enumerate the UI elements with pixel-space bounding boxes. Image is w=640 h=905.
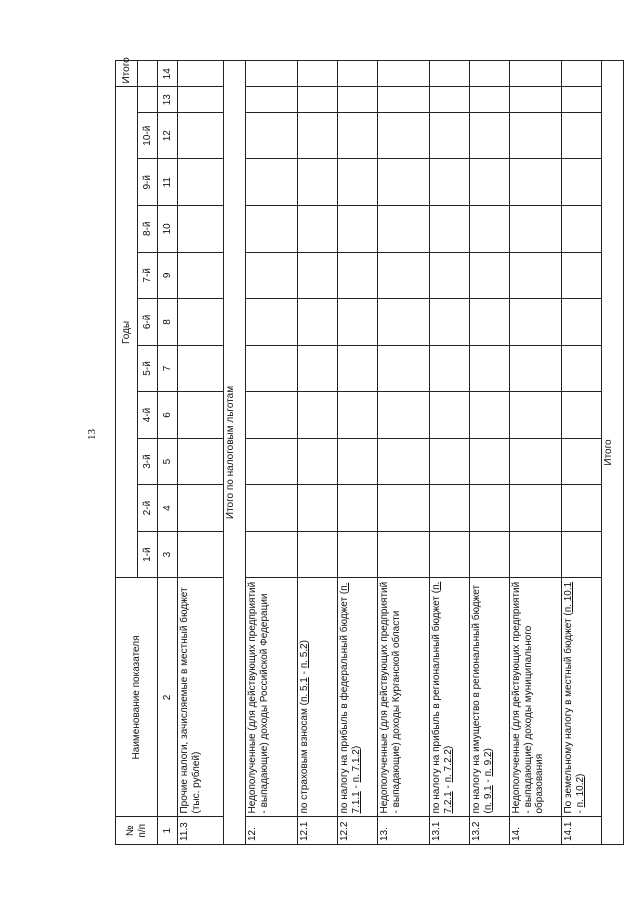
- table-row: [562, 61, 602, 845]
- row-number: 13.1: [430, 817, 470, 845]
- column-number: 13: [158, 87, 178, 112]
- value-cell[interactable]: [510, 252, 562, 299]
- value-cell[interactable]: [338, 206, 378, 253]
- row-label: [298, 578, 338, 817]
- value-cell[interactable]: [510, 61, 562, 88]
- label-text: ): [442, 745, 454, 750]
- value-cell[interactable]: [246, 159, 298, 206]
- value-cell[interactable]: [510, 531, 562, 578]
- label-text: -: [299, 668, 310, 678]
- value-cell[interactable]: [298, 485, 338, 532]
- label-text: по страховым взносам (: [299, 702, 310, 814]
- row-label: [470, 578, 510, 817]
- value-cell[interactable]: [470, 61, 510, 88]
- label-text: -: [350, 782, 362, 792]
- value-cell[interactable]: [298, 438, 338, 485]
- item-reference-link[interactable]: п. 7.1.1: [339, 582, 362, 814]
- value-cell[interactable]: [510, 438, 562, 485]
- table-row: [298, 61, 338, 845]
- value-cell[interactable]: [430, 438, 470, 485]
- column-number: 5: [158, 438, 178, 485]
- label-text: Прочие налоги, зачисляемые в местный бюджет (тыс. рублей): [179, 587, 202, 814]
- value-cell[interactable]: [430, 112, 470, 159]
- value-cell[interactable]: [178, 87, 224, 112]
- column-number: 8: [158, 299, 178, 346]
- row-number: 11.3: [178, 817, 224, 845]
- value-cell[interactable]: [338, 438, 378, 485]
- row-number: 12.2: [338, 817, 378, 845]
- label-text: ): [350, 745, 362, 750]
- header-num: № п/п: [116, 817, 158, 845]
- row-number: 12.1: [298, 817, 338, 845]
- item-reference-link[interactable]: п. 5.2: [299, 643, 310, 669]
- value-cell[interactable]: [178, 299, 224, 346]
- value-cell[interactable]: [378, 159, 430, 206]
- item-reference-link[interactable]: п. 7.1.2: [350, 749, 362, 783]
- value-cell[interactable]: [298, 392, 338, 439]
- value-cell[interactable]: [378, 345, 430, 392]
- value-cell[interactable]: [470, 206, 510, 253]
- value-cell[interactable]: [562, 392, 602, 439]
- value-cell[interactable]: [298, 299, 338, 346]
- row-label: [378, 578, 430, 817]
- row-label: [178, 578, 224, 817]
- table-row: [430, 61, 470, 845]
- value-cell[interactable]: [378, 438, 430, 485]
- value-cell[interactable]: [378, 299, 430, 346]
- column-number: 3: [158, 531, 178, 578]
- value-cell[interactable]: [430, 299, 470, 346]
- value-cell[interactable]: [470, 299, 510, 346]
- row-number: 14.: [510, 817, 562, 845]
- value-cell[interactable]: [378, 112, 430, 159]
- year-header: 6-й: [138, 299, 158, 346]
- value-cell[interactable]: [338, 531, 378, 578]
- value-cell[interactable]: [178, 112, 224, 159]
- value-cell[interactable]: [562, 61, 602, 88]
- value-cell[interactable]: [338, 159, 378, 206]
- label-text: ): [482, 748, 494, 752]
- value-cell[interactable]: [510, 206, 562, 253]
- column-number: 7: [158, 345, 178, 392]
- value-cell[interactable]: [510, 392, 562, 439]
- column-number: 10: [158, 206, 178, 253]
- value-cell[interactable]: [246, 531, 298, 578]
- header-years: Годы: [116, 87, 138, 578]
- value-cell[interactable]: [246, 345, 298, 392]
- value-cell[interactable]: [562, 252, 602, 299]
- label-text: ): [574, 773, 586, 777]
- value-cell[interactable]: [298, 61, 338, 88]
- header-name: Наименование показателя: [116, 578, 158, 817]
- tax-table: [115, 57, 624, 845]
- page-number: 13: [86, 429, 98, 440]
- value-cell[interactable]: [378, 485, 430, 532]
- year-header: 10-й: [138, 112, 158, 159]
- column-number: 2: [158, 578, 178, 817]
- value-cell[interactable]: [510, 345, 562, 392]
- value-cell[interactable]: [338, 252, 378, 299]
- value-cell[interactable]: [298, 531, 338, 578]
- value-cell[interactable]: [430, 392, 470, 439]
- table-row: [470, 61, 510, 845]
- value-cell[interactable]: [246, 438, 298, 485]
- value-cell[interactable]: [246, 61, 298, 88]
- rotated-table-wrapper: [115, 57, 614, 845]
- value-cell[interactable]: [246, 87, 298, 112]
- value-cell[interactable]: [430, 531, 470, 578]
- item-reference-link[interactable]: п. 10.2: [574, 776, 586, 808]
- item-reference-link[interactable]: п. 9.2: [482, 751, 494, 777]
- label-text: Недополученные (для действующих предприятий - выпадающие) доходы Курганской области: [379, 581, 402, 814]
- value-cell[interactable]: [562, 87, 602, 112]
- value-cell[interactable]: [562, 112, 602, 159]
- total-row: [224, 61, 246, 845]
- value-cell[interactable]: [338, 392, 378, 439]
- value-cell[interactable]: [246, 392, 298, 439]
- year-header: 7-й: [138, 252, 158, 299]
- value-cell[interactable]: [510, 87, 562, 112]
- value-cell[interactable]: [378, 252, 430, 299]
- year-header: 3-й: [138, 438, 158, 485]
- value-cell[interactable]: [430, 206, 470, 253]
- value-cell[interactable]: [298, 159, 338, 206]
- row-number: 13.: [378, 817, 430, 845]
- value-cell[interactable]: [470, 392, 510, 439]
- value-cell[interactable]: [510, 159, 562, 206]
- value-cell[interactable]: [298, 206, 338, 253]
- value-cell[interactable]: [338, 61, 378, 88]
- row-number: 14.1: [562, 817, 602, 845]
- column-number: 14: [158, 61, 178, 88]
- value-cell[interactable]: [246, 252, 298, 299]
- row-label: [510, 578, 562, 817]
- year-header: 4-й: [138, 392, 158, 439]
- value-cell[interactable]: [246, 206, 298, 253]
- table-row: [338, 61, 378, 845]
- total-label: Итого по налоговым льготам: [224, 61, 246, 845]
- item-reference-link[interactable]: п. 10.1: [563, 581, 574, 613]
- table-row: [378, 61, 430, 845]
- item-reference-link[interactable]: п. 9.1: [482, 785, 494, 811]
- total-subheader-blank: [138, 61, 158, 88]
- value-cell[interactable]: [178, 345, 224, 392]
- total-row: [602, 61, 624, 845]
- label-text: по налогу на прибыль в региональный бюджет (: [431, 589, 442, 814]
- label-text: Недополученные (для действующих предприятий - выпадающие) доходы Российской Федерации: [247, 581, 270, 814]
- value-cell[interactable]: [298, 87, 338, 112]
- value-cell[interactable]: [178, 159, 224, 206]
- value-cell[interactable]: [470, 252, 510, 299]
- value-cell[interactable]: [298, 112, 338, 159]
- year-header: 1-й: [138, 531, 158, 578]
- value-cell[interactable]: [562, 345, 602, 392]
- value-cell[interactable]: [562, 299, 602, 346]
- column-number: 6: [158, 392, 178, 439]
- value-cell[interactable]: [470, 345, 510, 392]
- value-cell[interactable]: [298, 252, 338, 299]
- value-cell[interactable]: [178, 392, 224, 439]
- column-number: 4: [158, 485, 178, 532]
- value-cell[interactable]: [562, 159, 602, 206]
- label-text: Недополученные (для действующих предприятий - выпадающие) доходы муниципального образования: [511, 581, 545, 814]
- value-cell[interactable]: [378, 392, 430, 439]
- value-cell[interactable]: [510, 485, 562, 532]
- column-number: 9: [158, 252, 178, 299]
- value-cell[interactable]: [178, 61, 224, 88]
- value-cell[interactable]: [430, 252, 470, 299]
- value-cell[interactable]: [378, 61, 430, 88]
- item-reference-link[interactable]: п. 7.2.2: [442, 749, 454, 783]
- value-cell[interactable]: [470, 159, 510, 206]
- total-label: Итого: [602, 61, 624, 845]
- value-cell[interactable]: [562, 438, 602, 485]
- column-number: 1: [158, 817, 178, 845]
- value-cell[interactable]: [562, 485, 602, 532]
- value-cell[interactable]: [178, 531, 224, 578]
- label-text: -: [442, 782, 454, 792]
- label-text: по налогу на прибыль в федеральный бюджет (: [339, 590, 350, 814]
- row-label: [338, 578, 378, 817]
- label-text: По земельному налогу в местный бюджет (: [563, 612, 574, 814]
- value-cell[interactable]: [470, 112, 510, 159]
- label-text: -: [482, 776, 494, 786]
- value-cell[interactable]: [178, 485, 224, 532]
- value-cell[interactable]: [246, 485, 298, 532]
- value-cell[interactable]: [178, 206, 224, 253]
- row-number: 13.2: [470, 817, 510, 845]
- value-cell[interactable]: [338, 345, 378, 392]
- label-text: -: [574, 807, 586, 814]
- value-cell[interactable]: [178, 438, 224, 485]
- header-total: Итого: [116, 61, 138, 88]
- value-cell[interactable]: [378, 206, 430, 253]
- value-cell[interactable]: [378, 87, 430, 112]
- year-header: 9-й: [138, 159, 158, 206]
- value-cell[interactable]: [430, 345, 470, 392]
- value-cell[interactable]: [338, 299, 378, 346]
- label-text: ): [299, 640, 310, 644]
- row-label: [246, 578, 298, 817]
- table-row: [510, 61, 562, 845]
- row-label: [430, 578, 470, 817]
- value-cell[interactable]: [470, 87, 510, 112]
- value-cell[interactable]: [430, 159, 470, 206]
- value-cell[interactable]: [246, 112, 298, 159]
- value-cell[interactable]: [510, 112, 562, 159]
- value-cell[interactable]: [430, 87, 470, 112]
- column-number: 12: [158, 112, 178, 159]
- row-number: 12.: [246, 817, 298, 845]
- year-header: 8-й: [138, 206, 158, 253]
- row-label: [562, 578, 602, 817]
- label-text: по налогу на имущество в региональный бюджет (: [471, 584, 494, 814]
- value-cell[interactable]: [378, 531, 430, 578]
- table-row: [178, 61, 224, 845]
- item-reference-link[interactable]: п. 7.2.1: [431, 581, 454, 814]
- table-row: [246, 61, 298, 845]
- value-cell[interactable]: [470, 438, 510, 485]
- year-header: 5-й: [138, 345, 158, 392]
- value-cell[interactable]: [510, 299, 562, 346]
- column-number: 11: [158, 159, 178, 206]
- item-reference-link[interactable]: п. 5.1: [299, 677, 310, 703]
- value-cell[interactable]: [470, 485, 510, 532]
- value-cell[interactable]: [338, 112, 378, 159]
- value-cell[interactable]: [338, 485, 378, 532]
- value-cell[interactable]: [470, 531, 510, 578]
- year-header-blank: [138, 87, 158, 112]
- value-cell[interactable]: [562, 531, 602, 578]
- value-cell[interactable]: [430, 485, 470, 532]
- value-cell[interactable]: [298, 345, 338, 392]
- value-cell[interactable]: [338, 87, 378, 112]
- value-cell[interactable]: [562, 206, 602, 253]
- value-cell[interactable]: [430, 61, 470, 88]
- year-header: 2-й: [138, 485, 158, 532]
- value-cell[interactable]: [178, 252, 224, 299]
- value-cell[interactable]: [246, 299, 298, 346]
